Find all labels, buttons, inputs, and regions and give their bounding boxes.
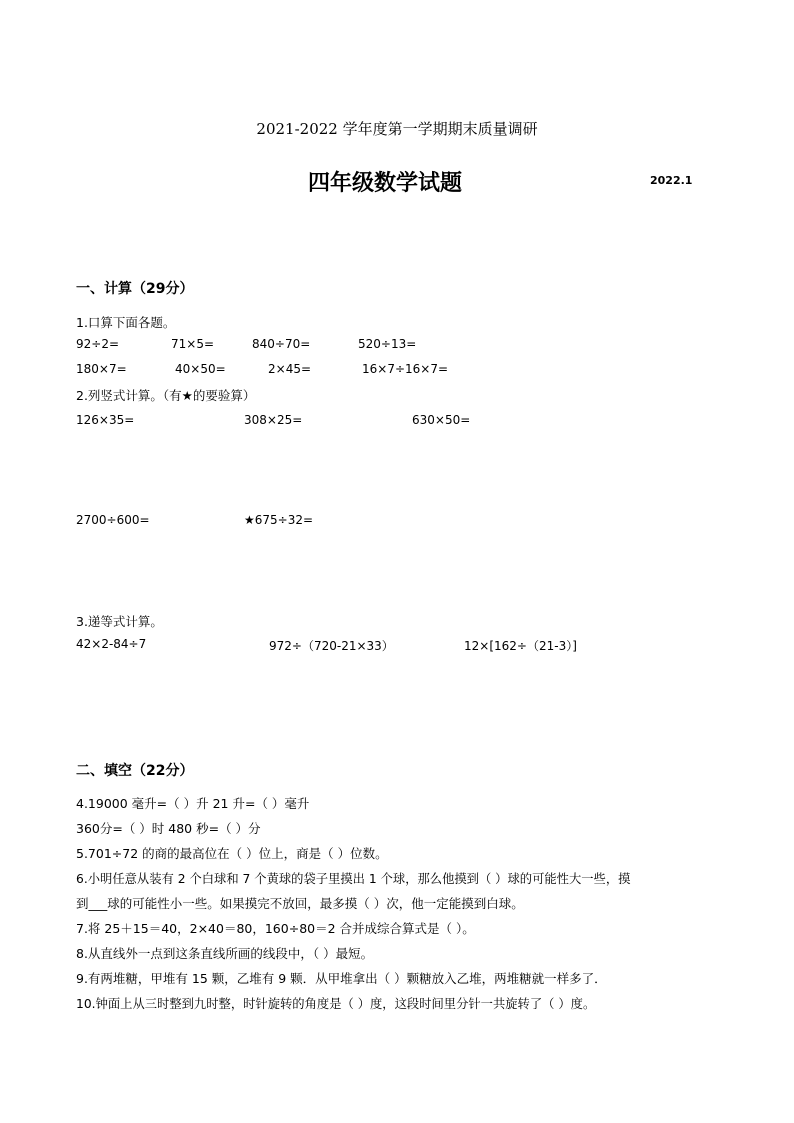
question-4-part-2: 360分=（ ）时 480 秒=（ ）分 bbox=[76, 821, 261, 836]
question-10: 10.钟面上从三时整到九时整，时针旋转的角度是（ ）度，这段时间里分针一共旋转了（ ）度。 bbox=[76, 997, 596, 1011]
step-problem: 42×2-84÷7 bbox=[76, 637, 147, 651]
oral-problem: 16×7÷16×7= bbox=[362, 362, 449, 376]
vertical-problem: 2700÷600= bbox=[76, 513, 150, 527]
oral-problem: 520÷13= bbox=[358, 337, 417, 351]
question-6-line-2: 到___球的可能性小一些。如果摸完不放回，最多摸（ ）次，他一定能摸到白球。 bbox=[76, 896, 524, 911]
step-problem: 972÷（720-21×33） bbox=[269, 639, 394, 653]
question-5: 5.701÷72 的商的最高位在（ ）位上，商是（ ）位数。 bbox=[76, 846, 388, 861]
oral-problem: 2×45= bbox=[268, 362, 312, 376]
question-1-row-1 bbox=[76, 337, 716, 359]
question-3-row-1 bbox=[76, 637, 716, 659]
question-1-label: 1.口算下面各题。 bbox=[76, 315, 176, 330]
question-2-label: 2.列竖式计算。（有★的要验算） bbox=[76, 388, 256, 403]
vertical-problem: 126×35= bbox=[76, 413, 135, 427]
oral-problem: 92÷2= bbox=[76, 337, 120, 351]
section-heading-fill-blanks: 二、填空（22分） bbox=[76, 763, 194, 779]
question-2-row-1 bbox=[76, 413, 716, 435]
question-1-row-2 bbox=[76, 362, 716, 384]
oral-problem: 71×5= bbox=[171, 337, 215, 351]
oral-problem: 40×50= bbox=[175, 362, 226, 376]
vertical-problem: 630×50= bbox=[412, 413, 471, 427]
question-9: 9.有两堆糖，甲堆有 15 颗，乙堆有 9 颗．从甲堆拿出（ ）颗糖放入乙堆，两堆糖就一样多了． bbox=[76, 971, 607, 986]
question-3-label: 3.递等式计算。 bbox=[76, 614, 163, 629]
question-2-row-2 bbox=[76, 513, 716, 535]
exam-title: 四年级数学试题 bbox=[308, 170, 463, 196]
question-7: 7.将 25＋15＝40，2×40＝80，160÷80＝2 合并成综合算式是（ ）。 bbox=[76, 921, 475, 936]
step-problem: 12×[162÷（21-3）] bbox=[464, 639, 577, 653]
exam-title-line1: 2021-2022 学年度第一学期期末质量调研 bbox=[256, 120, 538, 138]
oral-problem: 180×7= bbox=[76, 362, 127, 376]
question-8: 8.从直线外一点到这条直线所画的线段中，（ ）最短。 bbox=[76, 946, 374, 961]
question-4-part-1: 4.19000 毫升=（ ）升 21 升=（ ）毫升 bbox=[76, 796, 310, 811]
exam-date: 2022.1 bbox=[650, 174, 693, 187]
vertical-problem: ★675÷32= bbox=[244, 513, 314, 527]
question-6-line-1: 6.小明任意从装有 2 个白球和 7 个黄球的袋子里摸出 1 个球，那么他摸到（ ）球的可能性大一些，摸 bbox=[76, 872, 631, 886]
vertical-problem: 308×25= bbox=[244, 413, 303, 427]
section-heading-calculation: 一、计算（29分） bbox=[76, 281, 194, 297]
oral-problem: 840÷70= bbox=[252, 337, 311, 351]
